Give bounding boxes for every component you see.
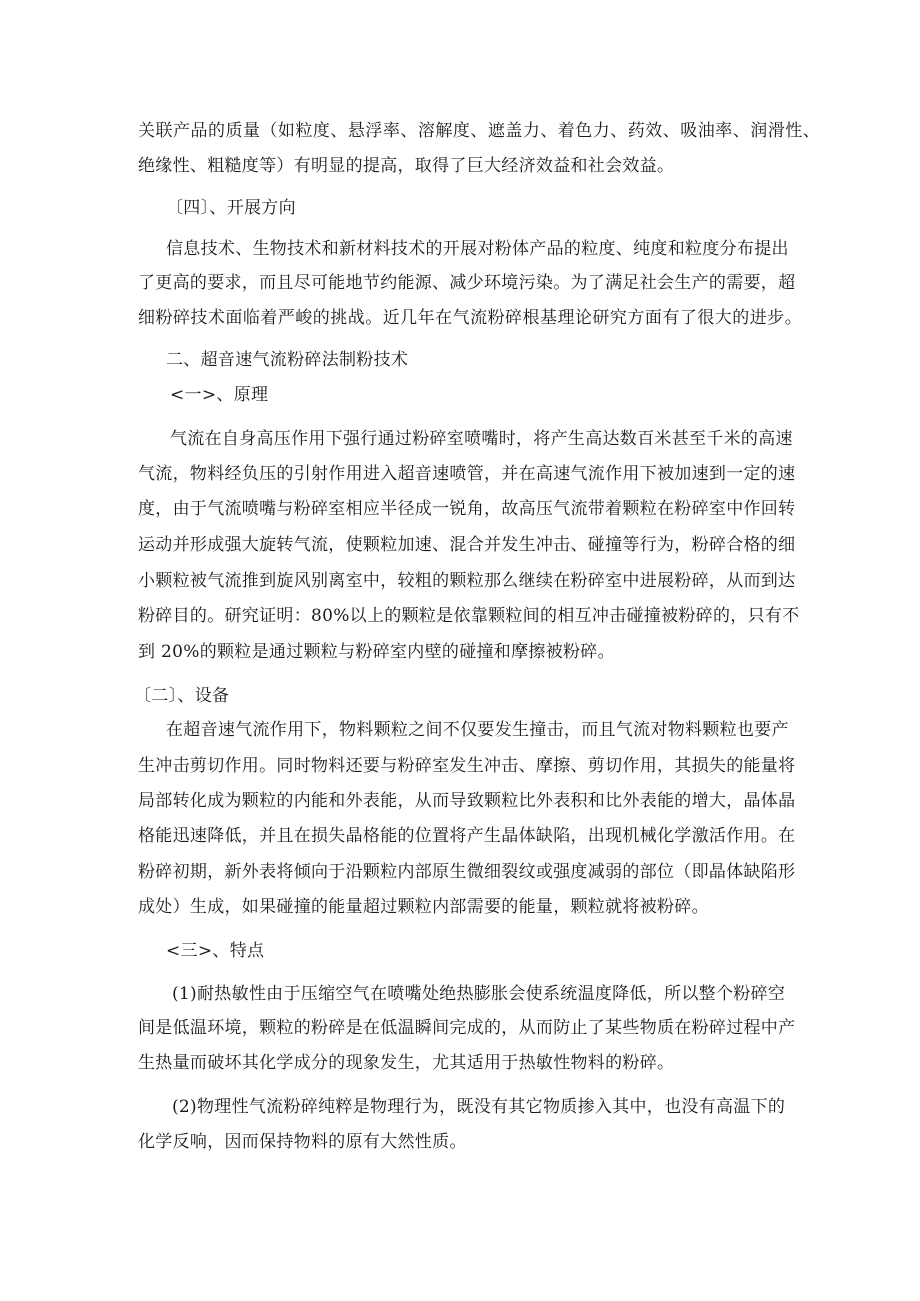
text-line: 了更高的要求，而且尽可能地节约能源、减少环境污染。为了满足社会生产的需要，超 bbox=[138, 273, 796, 293]
text-line: (2)物理性气流粉碎纯粹是物理行为，既没有其它物质掺入其中，也没有高温下的 bbox=[172, 1097, 786, 1117]
text-line: 粉碎初期，新外表将倾向于沿颗粒内部原生微细裂纹或强度减弱的部位（即晶体缺陷形 bbox=[138, 862, 796, 882]
text-line: 信息技术、生物技术和新材料技术的开展对粉体产品的粒度、纯度和粒度分布提出 bbox=[166, 239, 789, 259]
text-line: 局部转化成为颗粒的内能和外表能，从而导致颗粒比外表积和比外表能的增大，晶体晶 bbox=[138, 791, 796, 811]
text-line: 细粉碎技术面临着严峻的挑战。近几年在气流粉碎根基理论研究方面有了很大的进步。 bbox=[138, 308, 802, 328]
text-line: 化学反响，因而保持物料的原有大然性质。 bbox=[138, 1132, 467, 1152]
text-line: 度，由于气流喷嘴与粉碎室相应半径成一锐角，故高压气流带着颗粒在粉碎室中作回转 bbox=[138, 499, 796, 519]
section-heading: <三>、特点 bbox=[166, 941, 265, 961]
text-line: 粉碎目的。研究证明：80%以上的颗粒是依靠颗粒间的相互冲击碰撞被粉碎的，只有不 bbox=[138, 606, 800, 626]
text-line: 绝缘性、粗糙度等）有明显的提高，取得了巨大经济效益和社会效益。 bbox=[138, 156, 675, 176]
text-line: 间是低温环境，颗粒的粉碎是在低温瞬间完成的，从而防止了某些物质在粉碎过程中产 bbox=[138, 1018, 796, 1038]
text-line: 格能迅速降低，并且在损失晶格能的位置将产生晶体缺陷，出现机械化学激活作用。在 bbox=[138, 826, 796, 846]
text-line: 小颗粒被气流推到旋风别离室中，较粗的颗粒那么继续在粉碎室中进展粉碎，从而到达 bbox=[138, 571, 796, 591]
text-line: 生冲击剪切作用。同时物料还要与粉碎室发生冲击、摩擦、剪切作用，其损失的能量将 bbox=[138, 756, 796, 776]
section-heading: 〔四〕、开展方向 bbox=[166, 198, 296, 218]
text-line: 气流在自身高压作用下强行通过粉碎室喷嘴时，将产生高达数百米甚至千米的高速 bbox=[170, 429, 793, 449]
section-heading: <一>、原理 bbox=[170, 385, 269, 405]
text-line: 关联产品的质量（如粒度、悬浮率、溶解度、遮盖力、着色力、药效、吸油率、润滑性、 bbox=[138, 121, 820, 141]
text-line: (1)耐热敏性由于压缩空气在喷嘴处绝热膨胀会使系统温度降低，所以整个粉碎空 bbox=[172, 984, 786, 1004]
text-line: 气流，物料经负压的引射作用进入超音速喷管，并在高速气流作用下被加速到一定的速 bbox=[138, 464, 796, 484]
section-heading: 〔二〕、设备 bbox=[134, 686, 230, 706]
text-line: 运动并形成强大旋转气流，使颗粒加速、混合并发生冲击、碰撞等行为，粉碎合格的细 bbox=[138, 535, 796, 555]
text-line: 在超音速气流作用下，物料颗粒之间不仅要发生撞击，而且气流对物料颗粒也要产 bbox=[166, 720, 789, 740]
section-heading: 二、超音速气流粉碎法制粉技术 bbox=[166, 350, 409, 370]
text-line: 到 20%的颗粒是通过颗粒与粉碎室内壁的碰撞和摩擦被粉碎。 bbox=[138, 642, 615, 662]
text-line: 生热量而破坏其化学成分的现象发生，尤其适用于热敏性物料的粉碎。 bbox=[138, 1053, 675, 1073]
text-line: 成处）生成，如果碰撞的能量超过颗粒内部需要的能量，颗粒就将被粉碎。 bbox=[138, 897, 709, 917]
